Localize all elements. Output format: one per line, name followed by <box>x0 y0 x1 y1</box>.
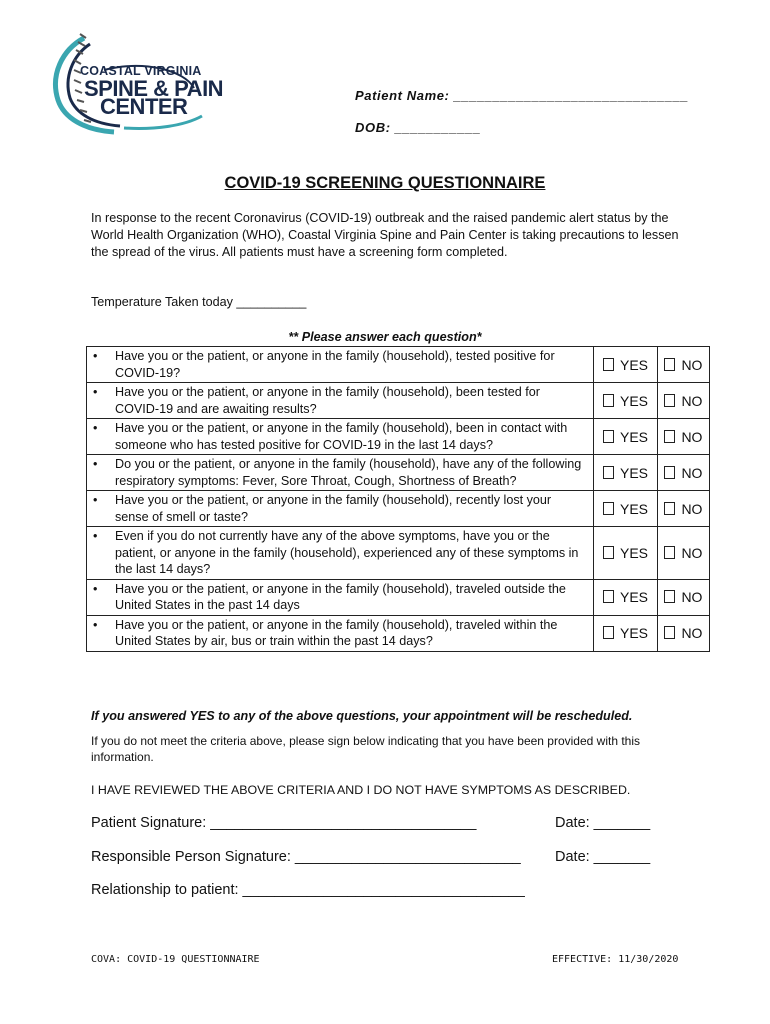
no-checkbox[interactable] <box>664 466 675 479</box>
question-cell <box>87 383 594 419</box>
sign-instructions: If you do not meet the criteria above, please sign below indicating that you have been provided with this information. <box>91 734 641 764</box>
question-cell <box>87 419 594 455</box>
yes-checkbox[interactable] <box>603 546 614 559</box>
bullet-icon: • <box>93 457 98 471</box>
no-checkbox[interactable] <box>664 358 675 371</box>
no-cell <box>657 419 709 455</box>
question-text: Do you or the patient, or anyone in the family (household), have any of the following respiratory symptoms: Fever, Sore Throat, Cough, Shortness of Breath? <box>115 457 582 488</box>
yes-cell <box>594 527 658 580</box>
yes-cell <box>594 491 658 527</box>
question-row <box>87 419 710 455</box>
dob-field[interactable]: DOB: ___________ <box>355 120 481 135</box>
yes-checkbox[interactable] <box>603 626 614 639</box>
footer-form-name: COVA: COVID-19 QUESTIONNAIRE <box>91 954 260 965</box>
yes-label: YES <box>620 625 649 641</box>
no-cell <box>657 579 709 615</box>
logo-text-coastal-virginia: COASTAL VIRGINIA <box>80 64 202 78</box>
question-row <box>87 383 710 419</box>
yes-checkbox[interactable] <box>603 430 614 443</box>
bullet-icon: • <box>93 581 98 596</box>
no-cell <box>657 347 709 383</box>
question-row <box>87 455 710 491</box>
yes-label: YES <box>620 589 649 605</box>
yes-cell <box>594 383 658 419</box>
no-label: NO <box>681 589 703 605</box>
no-checkbox[interactable] <box>664 590 675 603</box>
question-cell <box>87 455 594 491</box>
yes-cell <box>594 347 658 383</box>
yes-label: YES <box>620 392 649 409</box>
no-cell <box>657 491 709 527</box>
bullet-icon: • <box>93 421 98 435</box>
question-cell <box>87 491 594 527</box>
no-label: NO <box>681 356 703 373</box>
bullet-icon: • <box>93 529 98 543</box>
question-text: Even if you do not currently have any of the above symptoms, have you or the patient, or anyone in the family (household), experienced any of these symptoms in the last 14 days? <box>115 529 579 576</box>
yes-label: YES <box>620 356 649 373</box>
yes-label: YES <box>620 428 649 445</box>
yes-label: YES <box>620 544 649 561</box>
question-cell <box>87 615 594 651</box>
question-row <box>87 527 710 580</box>
no-cell <box>657 527 709 580</box>
yes-label: YES <box>620 500 649 517</box>
question-text: Have you or the patient, or anyone in the family (household), traveled within the United States by air, bus or train within the past 14 days? <box>115 617 558 648</box>
no-checkbox[interactable] <box>664 546 675 559</box>
reschedule-warning: If you answered YES to any of the above questions, your appointment will be rescheduled. <box>91 709 633 723</box>
bullet-icon: • <box>93 493 98 507</box>
logo-text-spine-pain: SPINE & PAIN <box>84 76 224 101</box>
questions-table <box>86 346 710 652</box>
attestation-statement: I HAVE REVIEWED THE ABOVE CRITERIA AND I DO NOT HAVE SYMPTOMS AS DESCRIBED. <box>91 783 631 797</box>
question-cell <box>87 579 594 615</box>
no-label: NO <box>681 625 703 641</box>
question-text: Have you or the patient, or anyone in the family (household), been in contact with someone who has tested positive for COVID-19 in the last 14 days? <box>115 421 568 452</box>
yes-checkbox[interactable] <box>603 590 614 603</box>
no-checkbox[interactable] <box>664 394 675 407</box>
question-row <box>87 347 710 383</box>
yes-cell <box>594 579 658 615</box>
footer-effective-date: EFFECTIVE: 11/30/2020 <box>552 954 679 965</box>
question-row <box>87 491 710 527</box>
no-label: NO <box>681 500 703 517</box>
no-label: NO <box>681 544 703 561</box>
yes-checkbox[interactable] <box>603 466 614 479</box>
responsible-signature-field[interactable]: Responsible Person Signature: ____________________________ <box>91 849 521 865</box>
question-text: Have you or the patient, or anyone in the family (household), recently lost your sense of smell or taste? <box>115 493 552 524</box>
question-cell <box>87 527 594 580</box>
yes-label: YES <box>620 464 649 481</box>
patient-name-field[interactable]: Patient Name: ______________________________ <box>355 88 689 103</box>
page-title: COVID-19 SCREENING QUESTIONNAIRE <box>224 174 546 192</box>
bullet-icon: • <box>93 385 98 399</box>
no-checkbox[interactable] <box>664 430 675 443</box>
no-cell <box>657 455 709 491</box>
question-row <box>87 579 710 615</box>
yes-checkbox[interactable] <box>603 394 614 407</box>
patient-date-field[interactable]: Date: _______ <box>555 815 651 831</box>
responsible-date-field[interactable]: Date: _______ <box>555 849 651 865</box>
temperature-field[interactable]: Temperature Taken today __________ <box>91 295 307 309</box>
yes-checkbox[interactable] <box>603 502 614 515</box>
instructions-heading: ** Please answer each question* <box>288 330 482 344</box>
bullet-icon: • <box>93 617 98 632</box>
question-text: Have you or the patient, or anyone in the family (household), tested positive for COVID-19? <box>115 349 555 380</box>
question-text: Have you or the patient, or anyone in the family (household), been tested for COVID-19 and are awaiting results? <box>115 385 540 416</box>
logo-text-center: CENTER <box>100 94 188 119</box>
no-cell <box>657 383 709 419</box>
no-label: NO <box>681 464 703 481</box>
no-checkbox[interactable] <box>664 626 675 639</box>
no-checkbox[interactable] <box>664 502 675 515</box>
yes-cell <box>594 419 658 455</box>
yes-cell <box>594 615 658 651</box>
question-text: Have you or the patient, or anyone in the family (household), traveled outside the United States in the past 14 days <box>115 581 566 612</box>
yes-cell <box>594 455 658 491</box>
question-cell <box>87 347 594 383</box>
intro-paragraph: In response to the recent Coronavirus (COVID-19) outbreak and the raised pandemic alert status by the World Health Organization (WHO), Coastal Virginia Spine and Pain Center is taking precautions to lessen the spread of the virus. All patients must have a screening form completed. <box>91 211 679 259</box>
no-label: NO <box>681 392 703 409</box>
patient-signature-field[interactable]: Patient Signature: _________________________________ <box>91 815 477 831</box>
yes-checkbox[interactable] <box>603 358 614 371</box>
no-label: NO <box>681 428 703 445</box>
question-row <box>87 615 710 651</box>
no-cell <box>657 615 709 651</box>
bullet-icon: • <box>93 349 98 363</box>
relationship-field[interactable]: Relationship to patient: ___________________________________ <box>91 882 525 898</box>
